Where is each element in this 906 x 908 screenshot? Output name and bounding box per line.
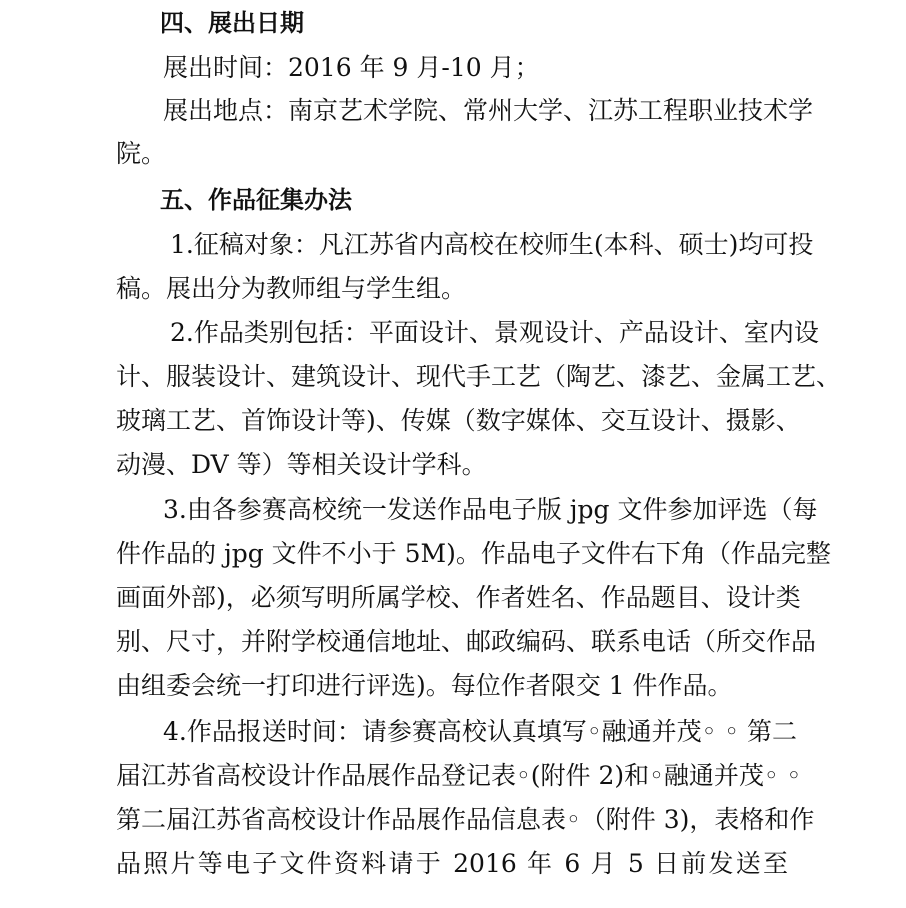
paragraph-line: 4.作品报送时间：请参赛高校认真填写◦融通并茂◦ ◦ 第二 — [163, 717, 797, 746]
paragraph-line: 动漫、DV 等）等相关设计学科。 — [116, 450, 487, 479]
section-heading-exhibition-date: 四、展出日期 — [160, 9, 304, 37]
paragraph-line: 稿。展出分为教师组与学生组。 — [116, 274, 467, 303]
paragraph-line: 画面外部)，必须写明所属学校、作者姓名、作品题目、设计类 — [116, 583, 801, 612]
exhibition-time-line: 展出时间：2016 年 9 月-10 月； — [163, 53, 540, 82]
paragraph-line: 1.征稿对象：凡江苏省内高校在校师生(本科、硕士)均可投 — [170, 230, 814, 259]
paragraph-line: 第二届江苏省高校设计作品展作品信息表◦（附件 3)，表格和作 — [116, 805, 815, 834]
paragraph-line: 品照片等电子文件资料请于 2016 年 6 月 5 日前发送至 — [116, 849, 788, 878]
paragraph-line: 计、服装设计、建筑设计、现代手工艺（陶艺、漆艺、金属工艺、 — [116, 362, 842, 391]
exhibition-venue-line: 展出地点：南京艺术学院、常州大学、江苏工程职业技术学 — [163, 96, 814, 125]
paragraph-line: 届江苏省高校设计作品展作品登记表◦(附件 2)和◦融通并茂◦ ◦ — [116, 761, 802, 790]
paragraph-line: 件作品的 jpg 文件不小于 5M)。作品电子文件右下角（作品完整 — [116, 539, 831, 568]
paragraph-line: 别、尺寸，并附学校通信地址、邮政编码、联系电话（所交作品 — [116, 627, 817, 656]
paragraph-line: 3.由各参赛高校统一发送作品电子版 jpg 文件参加评选（每 — [163, 495, 818, 524]
paragraph-line: 玻璃工艺、首饰设计等)、传媒（数字媒体、交互设计、摄影、 — [116, 406, 801, 435]
section-heading-collection-method: 五、作品征集办法 — [160, 186, 352, 214]
exhibition-venue-continued: 院。 — [116, 139, 167, 168]
paragraph-line: 由组委会统一打印进行评选)。每位作者限交 1 件作品。 — [116, 671, 733, 700]
paragraph-line: 2.作品类别包括：平面设计、景观设计、产品设计、室内设 — [170, 318, 819, 347]
